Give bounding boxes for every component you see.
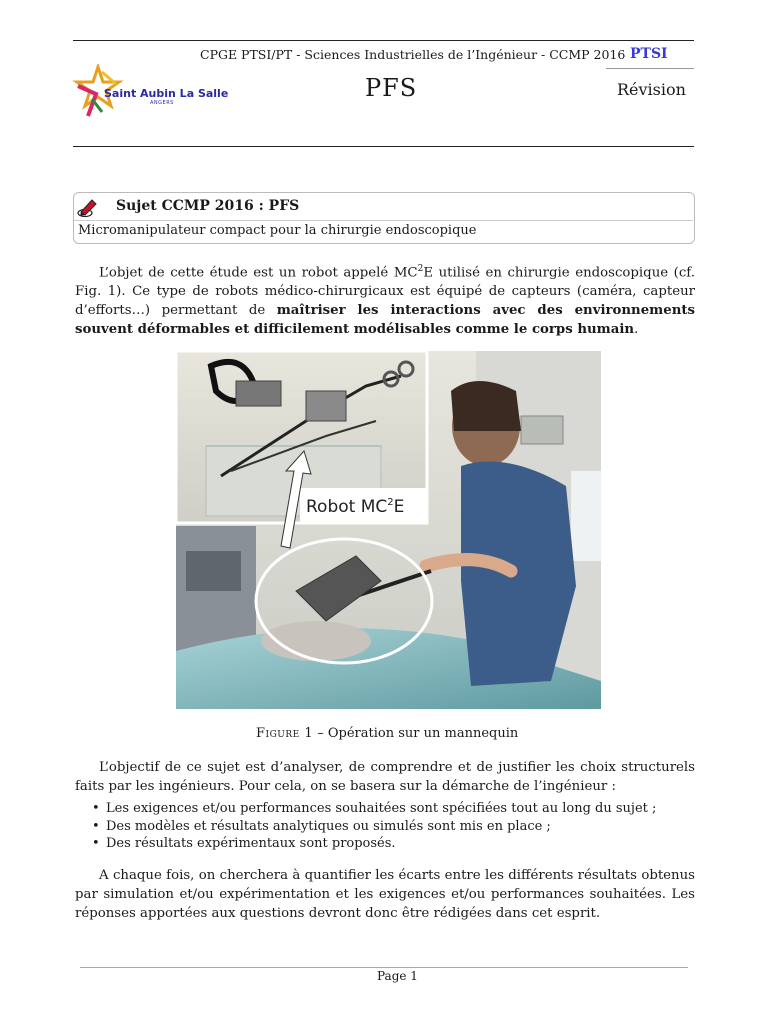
approach-list (92, 800, 656, 853)
header-bottom-rule (73, 146, 694, 147)
document-type: Révision (617, 80, 686, 99)
page-number: Page 1 (377, 969, 418, 983)
footer-rule (80, 967, 688, 968)
conclusion-paragraph: A chaque fois, on cherchera à quantifier les écarts entre les différents résultats obtenus par simulation et/ou expérimentation et les exigences et/ou performances souhaitées. Les réponses apportées aux questions devront donc être rédigées dans cet esprit. (75, 868, 695, 921)
robot-label: Robot $MC^2E$ (306, 497, 405, 517)
header-minor-rule (606, 68, 694, 69)
objective-paragraph: L’objectif de ce sujet est d’analyser, de comprendre et de justifier les choix structurels faits par les ingénieurs. Pour cela, on se basera sur la démarche de l’ingénieur : (75, 760, 695, 794)
subject-subtitle: Micromanipulateur compact pour la chirurgie endoscopique (78, 223, 477, 238)
list-item: • Des résultats expérimentaux sont proposés. (106, 835, 656, 853)
top-rule (73, 40, 694, 41)
logo-name: Saint Aubin La Salle (104, 87, 229, 100)
subject-title: Sujet CCMP 2016 : PFS (116, 198, 300, 214)
list-item: • Des modèles et résultats analytiques ou simulés sont mis en place ; (106, 818, 656, 836)
class-badge: PTSI (630, 46, 668, 62)
document-title: PFS (365, 74, 418, 102)
subject-box-divider (74, 220, 693, 221)
figure-photo (176, 351, 601, 709)
logo-city: ANGERS (150, 100, 174, 106)
intro-emphasis: maîtriser les interactions avec des environnements souvent déformables et difficilement modélisables comme le corps humain (75, 303, 695, 338)
intro-paragraph: L’objet de cette étude est un robot appelé $MC^2E$ utilisé en chirurgie endoscopique (cf. Fig. 1). Ce type de robots médico-chirurgicaux est équipé de capteurs (caméra, capteur d’efforts…) permettant de maîtriser les interactions avec des environnements souvent déformables et difficilement modélisables comme le corps humain. (75, 264, 695, 338)
figure-caption: Figure 1 – Opération sur un mannequin (256, 726, 519, 741)
pen-icon (76, 196, 98, 218)
list-item: • Les exigences et/ou performances souhaitées sont spécifiées tout au long du sujet ; (106, 800, 656, 818)
course-header: CPGE PTSI/PT - Sciences Industrielles de l’Ingénieur - CCMP 2016 (200, 47, 626, 62)
